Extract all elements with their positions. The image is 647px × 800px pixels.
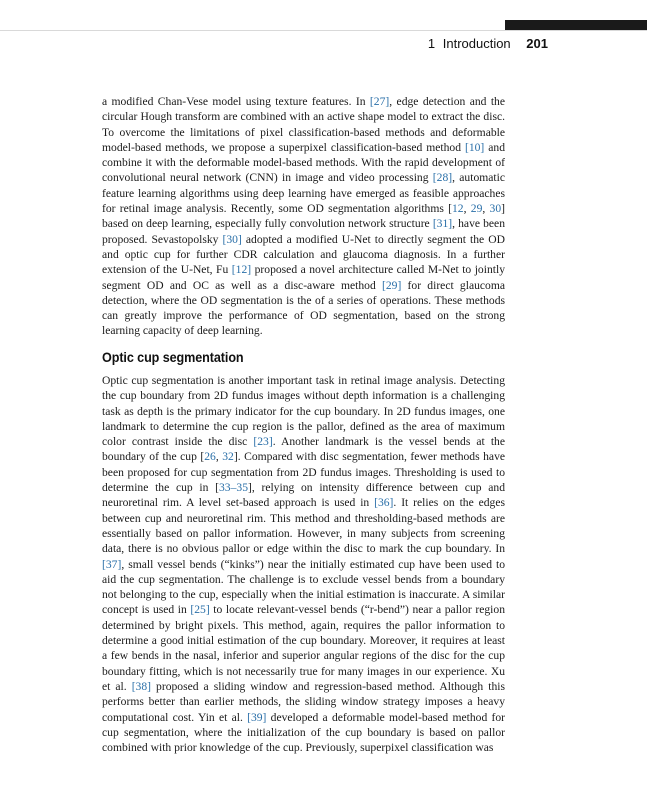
text-run: ]. Compared with disc segmentation, fewer methods have been proposed for cup segmentation from 2D fundus images. Thresholding is used to determine the cup in [	[102, 450, 506, 495]
text-run: , small vessel bends (“kinks”) near the initially estimated cup have been used to aid the cup segmentation. The challenge is to exclude vessel bends from a boundary not belonging to the cup, especially when the initial estimation is inaccurate. A similar concept is used in	[102, 557, 505, 617]
citation-link[interactable]: [23]	[253, 435, 273, 449]
running-head	[428, 36, 548, 51]
text-run: proposed a novel architecture called M-Net to jointly segment OD and OC as well as a disc-aware method	[102, 263, 505, 292]
paragraph-1	[102, 94, 505, 339]
citation-link[interactable]: [36]	[374, 496, 394, 510]
citation-link[interactable]: [29]	[381, 278, 402, 292]
citation-link[interactable]: [39]	[247, 710, 267, 724]
text-run: and combine it with the deformable model-based methods. With the rapid development of convolutional neural network (CNN) in image and video processing	[102, 140, 505, 185]
citation-link[interactable]: 29	[470, 202, 483, 216]
citation-link[interactable]: [37]	[102, 557, 122, 571]
text-run: adopted a modified U-Net to directly segment the OD and optic cup for further CDR calculation and glaucoma diagnosis. In a further extension of the U-Net, Fu	[102, 232, 505, 277]
citation-link[interactable]: [28]	[432, 171, 453, 185]
text-run: ,	[482, 202, 490, 216]
header-tab-bar	[505, 20, 647, 30]
text-run: . It relies on the edges between cup and neuroretinal rim. This method and thresholding-based methods are essentially based on pallor information. However, in many subjects from screening data, there is no obvious pallor or edge within the disc to mark the cup boundary. In	[102, 496, 506, 556]
text-run: for direct glaucoma detection, where the OD segmentation is the of a series of operations. These methods can greatly improve the performance of OD segmentation, based on the strong learning capacity of deep learning.	[102, 278, 505, 338]
chapter-title: Introduction	[442, 36, 511, 51]
citation-link[interactable]: 32	[222, 450, 234, 464]
text-run: ,	[463, 202, 471, 216]
chapter-number: 1	[427, 36, 436, 51]
text-run: , edge detection and the circular Hough transform are combined with an active shape model to extract the disc. To overcome the limitations of pixel classification-based methods and deformable model-based methods, we propose a superpixel classification-based method	[102, 95, 506, 154]
text-run: to locate relevant-vessel bends (“r-bend”) near a pallor region determined by bright pixels. This method, again, requires the pallor information to determine a good initial estimation of the cup boundary. Moreover, it requires at least a few bends in the nasal, inferior and superior angular regions of the disc for the cup boundary fitting, which is not necessarily true for many images in our experience. Xu et al.	[102, 603, 505, 693]
paragraph-2	[102, 373, 505, 755]
section-heading: Optic cup segmentation	[102, 349, 244, 365]
citation-link[interactable]: 30	[489, 202, 502, 216]
citation-link[interactable]: 12	[452, 202, 464, 216]
header-rule	[0, 30, 647, 31]
text-run: a modified Chan-Vese model using texture features. In	[102, 95, 370, 108]
text-run: ,	[215, 450, 223, 464]
text-run: , automatic feature learning algorithms using deep learning have emerged as feasible approaches for retinal image analysis. Recently, some OD segmentation algorithms [	[102, 171, 505, 216]
citation-link[interactable]: [31]	[432, 217, 453, 231]
text-run: proposed a sliding window and regression-based method. Although this performs better than earlier methods, the sliding window strategy imposes a heavy computational cost. Yin et al.	[102, 679, 506, 724]
citation-link[interactable]: [38]	[131, 679, 152, 693]
text-run: ], relying on intensity difference between cup and neuroretinal rim. A level set-based approach is used in	[102, 481, 505, 510]
citation-link[interactable]: 26	[204, 450, 216, 464]
paragraph-2-text	[102, 373, 505, 755]
text-run: . Another landmark is the vessel bends at the boundary of the cup [	[102, 435, 505, 464]
citation-link[interactable]: [12]	[231, 263, 252, 277]
text-run: , have been proposed. Sevastopolsky	[102, 217, 505, 246]
citation-link[interactable]: [30]	[222, 232, 242, 246]
text-run: ] based on deep learning, especially fully convolution network structure	[102, 202, 505, 231]
citation-link[interactable]: 33–35	[219, 481, 248, 495]
text-run: developed a deformable model-based method for cup segmentation, where the initialization of the cup boundary is based on pallor combined with prior knowledge of the cup. Previously, superpixel classification was	[102, 710, 506, 755]
paragraph-1-text	[102, 94, 505, 339]
citation-link[interactable]: [25]	[190, 603, 210, 617]
citation-link[interactable]: [10]	[464, 140, 485, 154]
text-run: Optic cup segmentation is another important task in retinal image analysis. Detecting the cup boundary from 2D fundus images without depth information is a challenging task as depth is the primary indicator for the cup boundary. In 2D fundus images, one landmark to determine the cup region is the pallor, defined as the area of maximum color contrast inside the disc	[102, 374, 505, 449]
page-number: 201	[526, 36, 548, 51]
citation-link[interactable]: [27]	[369, 95, 390, 108]
